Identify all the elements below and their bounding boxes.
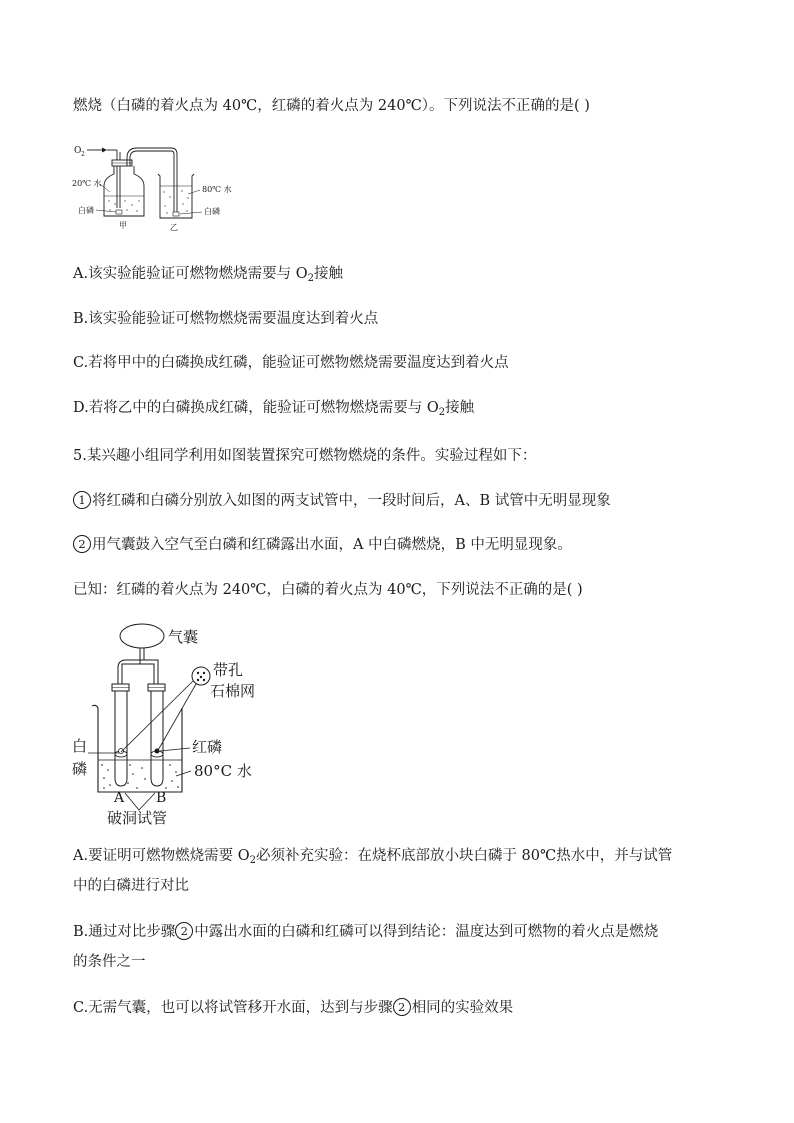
mesh-label-line1: 带孔 bbox=[213, 661, 244, 679]
q5-step-2: 2 用气囊鼓入空气至白磷和红磷露出水面，A 中白磷燃烧，B 中无明显现象。 bbox=[73, 535, 572, 555]
mesh-label-line2: 石棉网 bbox=[210, 682, 256, 700]
red-phosphorus-label: 红磷 bbox=[192, 738, 223, 756]
balloon-label: 气囊 bbox=[168, 628, 199, 646]
q5-step-1: 1 将红磷和白磷分别放入如图的两支试管中，一段时间后，A、B 试管中无明显现象 bbox=[73, 491, 611, 511]
q5-stem: 5.某兴趣小组同学利用如图装置探究可燃物燃烧的条件。实验过程如下： bbox=[73, 448, 537, 464]
step-ref-2b: 2 bbox=[393, 998, 411, 1016]
q4-option-c: C.若将甲中的白磷换成红磷，能验证可燃物燃烧需要温度达到着火点 bbox=[73, 355, 509, 371]
q4-option-b: B.该实验能验证可燃物燃烧需要温度达到着火点 bbox=[73, 311, 379, 327]
q5-option-b-line1: B.通过对比步骤 2 中露出水面的白磷和红磷可以得到结论：温度达到可燃物的着火点是燃烧 bbox=[73, 924, 659, 940]
q5-option-a-line1: A.要证明可燃物燃烧需要 $O_2$必须补充实验：在烧杯底部放小块白磷于 80℃热水中，并与试管 bbox=[73, 848, 673, 866]
white-phosphorus-right-label: 白磷 bbox=[204, 207, 220, 216]
figure-jia-yi-apparatus bbox=[70, 140, 260, 232]
step-ref-2: 2 bbox=[175, 922, 193, 940]
q4-option-d: D.若将乙中的白磷换成红磷，能验证可燃物燃烧需要与 $O_2$接触 bbox=[73, 400, 475, 418]
step-number-2: 2 bbox=[73, 535, 91, 553]
figure-balloon-apparatus bbox=[70, 618, 280, 828]
label-jia: 甲 bbox=[119, 221, 127, 230]
o2-label: O bbox=[74, 146, 82, 156]
q5-option-a-line2: 中的白磷进行对比 bbox=[73, 878, 189, 894]
water-80-label-2: 80°C 水 bbox=[194, 762, 252, 780]
svg-text:2: 2 bbox=[81, 151, 85, 158]
q5-option-c: C.无需气囊，也可以将试管移开水面，达到与步骤 2 相同的实验效果 bbox=[73, 1000, 514, 1016]
water-80-label: 80℃ 水 bbox=[202, 185, 232, 194]
q4-option-a: A.该实验能验证可燃物燃烧需要与 $O_2$接触 bbox=[73, 266, 343, 284]
tube-a-label: A bbox=[114, 790, 125, 806]
white-phosphorus-label-2: 磷 bbox=[72, 760, 88, 778]
step-number-1: 1 bbox=[73, 491, 91, 509]
label-yi: 乙 bbox=[170, 223, 178, 232]
white-phosphorus-label-1: 白 bbox=[72, 737, 88, 755]
white-phosphorus-left-label: 白磷 bbox=[78, 206, 94, 215]
q5-option-b-line2: 的条件之一 bbox=[73, 954, 146, 970]
broken-tube-label: 破洞试管 bbox=[107, 809, 168, 827]
water-20-label: 20℃ 水 bbox=[72, 179, 102, 188]
tube-b-label: B bbox=[156, 790, 167, 806]
q4-intro: 燃烧（白磷的着火点为 40℃，红磷的着火点为 240℃）。下列说法不正确的是( ) bbox=[73, 98, 590, 114]
q5-known: 已知：红磷的着火点为 240℃，白磷的着火点为 40℃，下列说法不正确的是( ) bbox=[73, 582, 583, 598]
